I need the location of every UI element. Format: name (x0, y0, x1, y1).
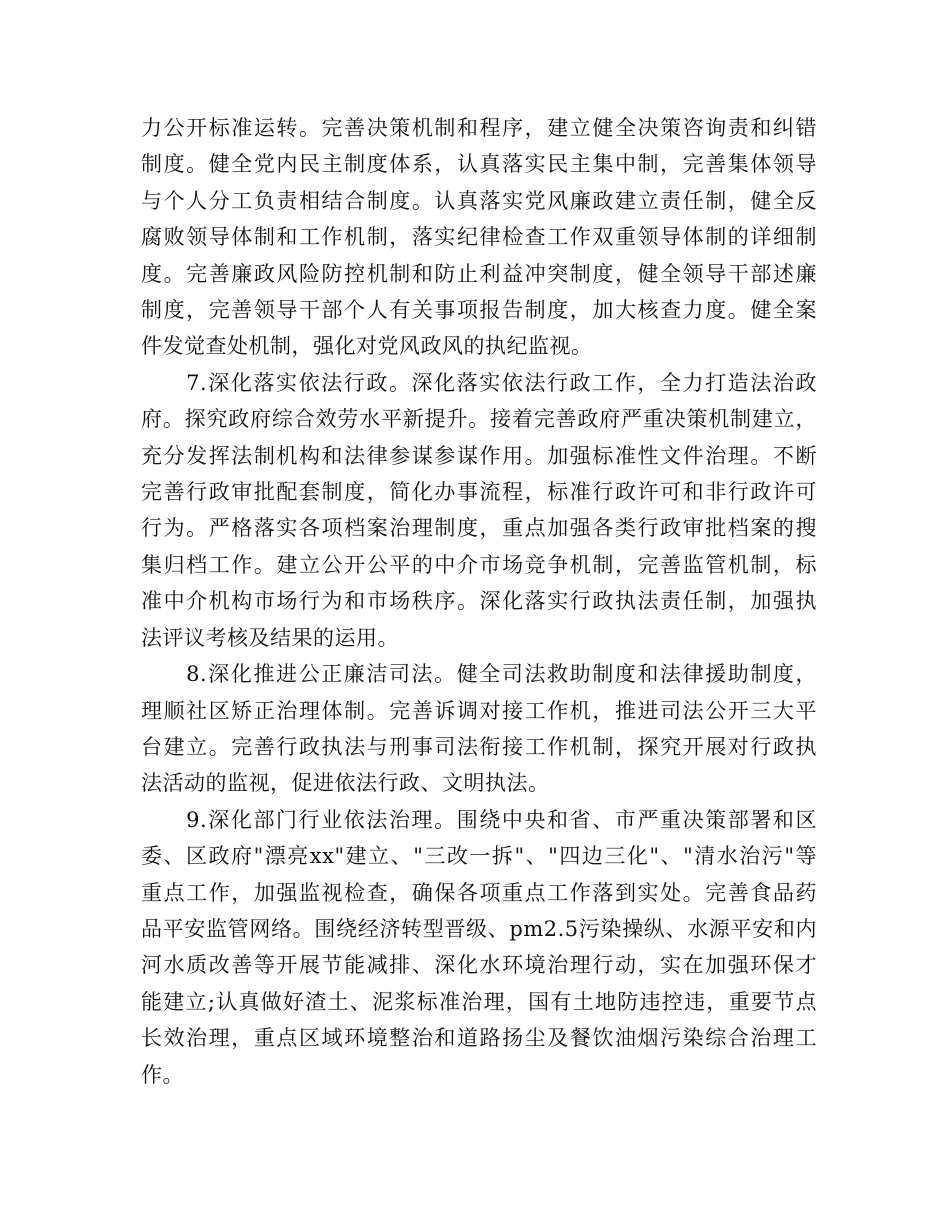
text-line: 长效治理，重点区域环境整治和道路扬尘及餐饮油烟污染综合治理工 (141, 1026, 817, 1051)
paragraph-1 (141, 110, 817, 365)
text-line: 河水质改善等开展节能减排、深化水环境治理行动，实在加强环保才 (141, 953, 817, 978)
paragraph-9-sector-governance (141, 802, 817, 1093)
text-line: 作。 (141, 1062, 184, 1087)
text-line: 委、区政府"漂亮xx"建立、"三改一拆"、"四边三化"、"清水治污"等 (141, 844, 817, 869)
paragraph-7-rule-of-law-administration (141, 365, 817, 656)
text-line: 理顺社区矫正治理体制。完善诉调对接工作机，推进司法公开三大平 (141, 698, 817, 723)
text-line: 集归档工作。建立公开公平的中介市场竞争机制，完善监管机制，标 (141, 552, 817, 577)
text-line: 能建立;认真做好渣土、泥浆标准治理，国有土地防违控违，重要节点 (141, 989, 817, 1014)
text-line: 度。完善廉政风险防控机制和防止利益冲突制度，健全领导干部述廉 (141, 261, 817, 286)
text-line: 9.深化部门行业依法治理。围绕中央和省、市严重决策部署和区 (141, 807, 817, 832)
text-line: 腐败领导体制和工作机制，落实纪律检查工作双重领导体制的详细制 (141, 225, 817, 250)
text-line: 法评议考核及结果的运用。 (141, 625, 399, 650)
body-text (141, 110, 817, 1093)
text-line: 府。探究政府综合效劳水平新提升。接着完善政府严重决策机制建立， (141, 407, 817, 432)
text-line: 制度，完善领导干部个人有关事项报告制度，加大核查力度。健全案 (141, 298, 817, 323)
text-line: 8.深化推进公正廉洁司法。健全司法救助制度和法律援助制度， (141, 662, 817, 687)
text-line: 台建立。完善行政执法与刑事司法衔接工作机制，探究开展对行政执 (141, 734, 817, 759)
text-line: 法活动的监视，促进依法行政、文明执法。 (141, 771, 550, 796)
text-line: 准中介机构市场行为和市场秩序。深化落实行政执法责任制，加强执 (141, 589, 817, 614)
text-line: 品平安监管网络。围绕经济转型晋级、pm2.5污染操纵、水源平安和内 (141, 916, 817, 941)
paragraph-8-judicial-justice (141, 656, 817, 802)
text-line: 重点工作，加强监视检查，确保各项重点工作落到实处。完善食品药 (141, 880, 817, 905)
text-line: 制度。健全党内民主制度体系，认真落实民主集中制，完善集体领导 (141, 152, 817, 177)
text-line: 件发觉查处机制，强化对党风政风的执纪监视。 (141, 334, 593, 359)
text-line: 7.深化落实依法行政。深化落实依法行政工作，全力打造法治政 (141, 370, 817, 395)
text-line: 力公开标准运转。完善决策机制和程序，建立健全决策咨询责和纠错 (141, 116, 817, 140)
text-line: 完善行政审批配套制度，简化办事流程，标准行政许可和非行政许可 (141, 480, 817, 505)
text-line: 与个人分工负责相结合制度。认真落实党风廉政建立责任制，健全反 (141, 188, 817, 213)
text-line: 充分发挥法制机构和法律参谋参谋作用。加强标准性文件治理。不断 (141, 443, 817, 468)
text-line: 行为。严格落实各项档案治理制度，重点加强各类行政审批档案的搜 (141, 516, 817, 541)
